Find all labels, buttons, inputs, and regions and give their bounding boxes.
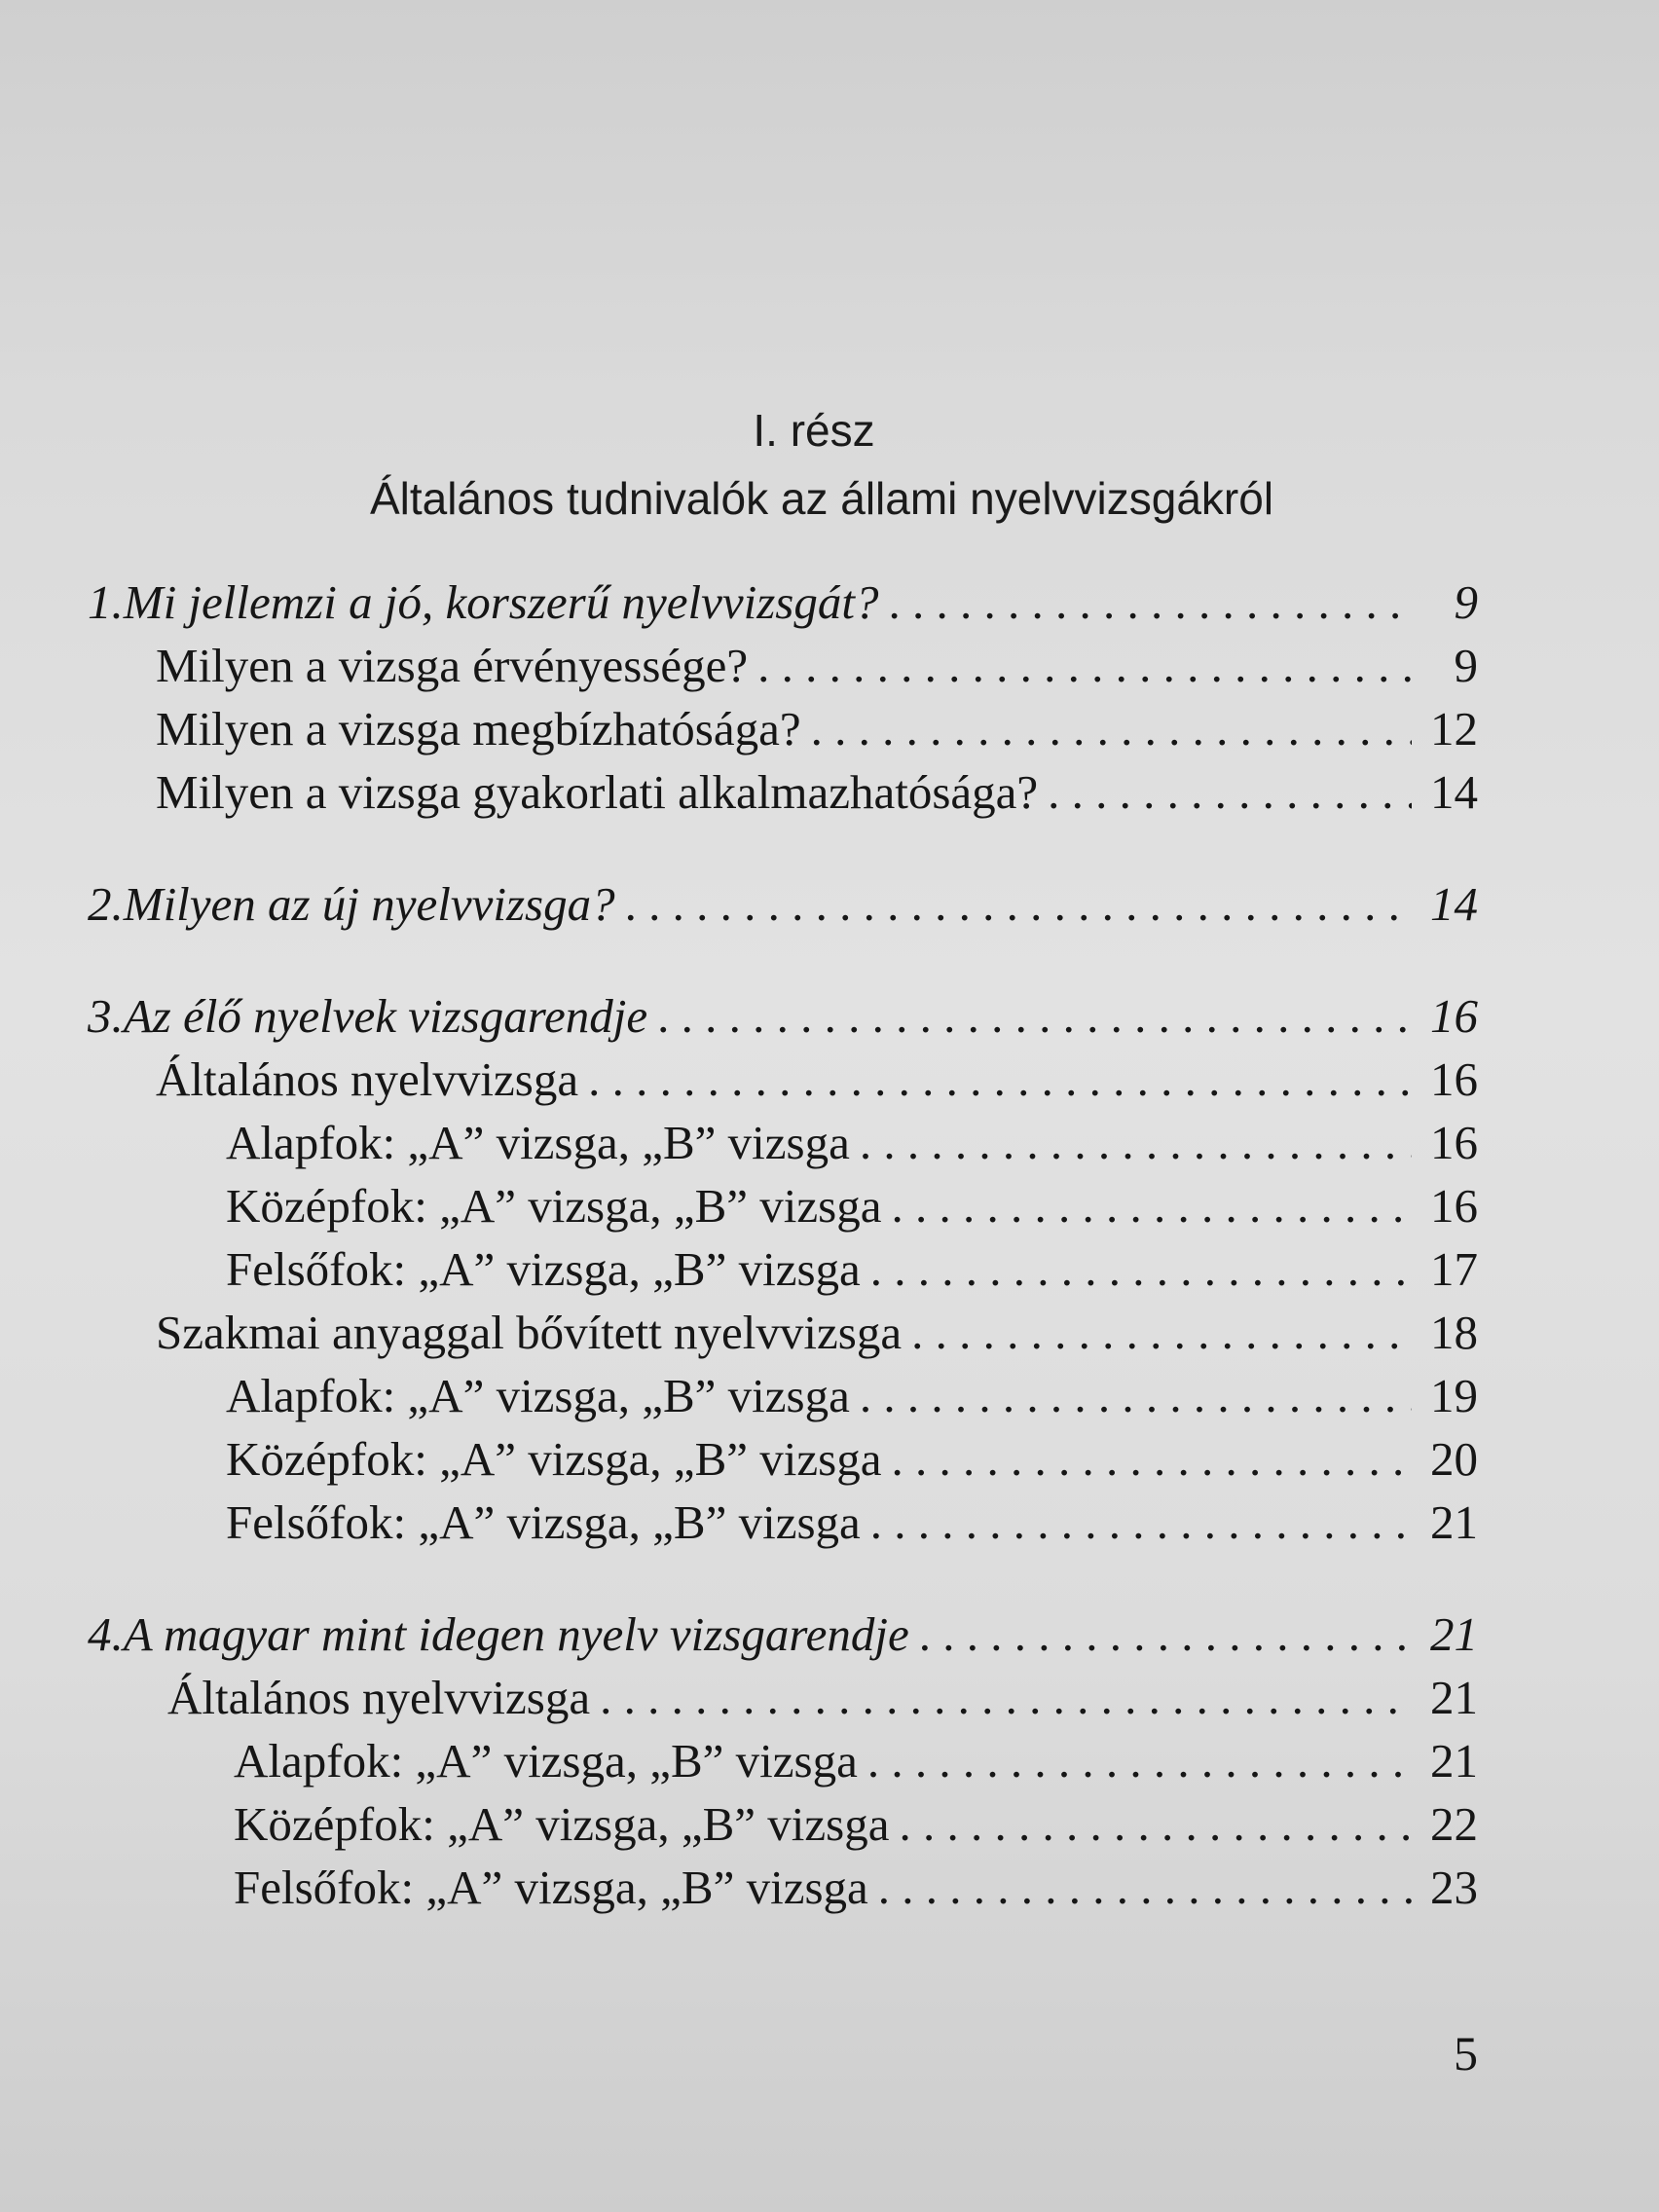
toc-chapter-entry [88,876,1478,932]
toc-page-number: 14 [1430,877,1478,931]
dot-leader [600,1670,1412,1725]
toc-entry-title: Szakmai anyaggal bővített nyelvvizsga [156,1306,903,1359]
toc-section-entry [234,1733,1478,1788]
dot-leader [867,1733,1412,1788]
dot-leader [911,1305,1412,1360]
toc-page-number: 14 [1430,765,1478,819]
dot-leader [860,1115,1412,1170]
toc-entry-title: Mi jellemzi a jó, korszerű nyelvvizsgát? [123,575,879,629]
part-title: Általános tudnivalók az állami nyelvvizsgákról [369,473,1274,524]
dot-leader [870,1494,1412,1550]
toc-section-entry [167,1670,1478,1725]
toc-section-entry [234,1860,1478,1915]
dot-leader [892,1431,1413,1487]
dot-leader [657,988,1412,1044]
dot-leader [811,701,1412,756]
dot-leader [860,1368,1412,1423]
dot-leader [900,1796,1413,1852]
chapter-number: 1. [88,575,124,629]
toc-entry-title: Milyen az új nyelvvizsga? [123,877,615,931]
toc-section-entry [226,1368,1478,1423]
part-label: I. rész [753,405,875,456]
toc-section-entry [156,638,1478,693]
toc-entry-title: Felsőfok: „A” vizsga, „B” vizsga [226,1242,861,1296]
toc-entry-title: Általános nyelvvizsga [167,1671,591,1724]
dot-leader [1048,764,1412,820]
toc-page-number: 16 [1430,989,1478,1043]
dot-leader [888,574,1412,630]
toc-page-number: 22 [1430,1797,1478,1851]
toc-section-entry [156,1305,1478,1360]
toc-entry-title: Alapfok: „A” vizsga, „B” vizsga [226,1369,850,1422]
toc-page-number: 21 [1430,1671,1478,1724]
toc-section-entry [226,1431,1478,1487]
toc-page-number: 12 [1430,702,1478,756]
toc-entry-title: Alapfok: „A” vizsga, „B” vizsga [226,1116,850,1169]
dot-leader [625,876,1412,932]
toc-section-entry [226,1178,1478,1234]
toc-section-entry [156,764,1478,820]
toc-page-number: 9 [1454,639,1478,692]
toc-section-entry [156,1051,1478,1107]
toc-entry-title: Általános nyelvvizsga [156,1052,579,1106]
toc-page-number: 18 [1430,1306,1478,1359]
toc-entry-title: Az élő nyelvek vizsgarendje [123,989,648,1043]
chapter-number: 2. [88,877,124,931]
toc-chapter-entry [88,988,1478,1044]
toc-page-number: 21 [1430,1734,1478,1788]
toc-page-number: 20 [1430,1432,1478,1486]
toc-section-entry [234,1796,1478,1852]
toc-entry-title: Milyen a vizsga megbízhatósága? [156,702,801,756]
toc-page-number: 23 [1430,1861,1478,1914]
toc-chapter-entry [88,1606,1478,1662]
toc-section-entry [226,1494,1478,1550]
toc-section-entry [226,1115,1478,1170]
dot-leader [870,1241,1412,1297]
toc-page-number: 16 [1430,1179,1478,1233]
toc-page-number: 21 [1430,1495,1478,1549]
toc-entry-title: A magyar mint idegen nyelv vizsgarendje [123,1607,909,1661]
dot-leader [878,1860,1412,1915]
page-number: 5 [1454,2026,1478,2081]
chapter-number: 3. [88,989,124,1043]
dot-leader [919,1606,1412,1662]
toc-page-number: 9 [1454,575,1478,629]
toc-entry-title: Középfok: „A” vizsga, „B” vizsga [234,1797,890,1851]
toc-entry-title: Alapfok: „A” vizsga, „B” vizsga [234,1734,858,1788]
toc-entry-title: Felsőfok: „A” vizsga, „B” vizsga [234,1861,868,1914]
dot-leader [757,638,1412,693]
toc-entry-title: Milyen a vizsga érvényessége? [156,639,749,692]
toc-entry-title: Középfok: „A” vizsga, „B” vizsga [226,1179,882,1233]
toc-section-entry [226,1241,1478,1297]
toc-entry-title: Felsőfok: „A” vizsga, „B” vizsga [226,1495,861,1549]
toc-entry-title: Középfok: „A” vizsga, „B” vizsga [226,1432,882,1486]
toc-chapter-entry [88,574,1478,630]
toc-section-entry [156,701,1478,756]
toc-page-number: 17 [1430,1242,1478,1296]
toc-page-number: 19 [1430,1369,1478,1422]
chapter-number: 4. [88,1607,124,1661]
toc-page-number: 16 [1430,1052,1478,1106]
toc-entry-title: Milyen a vizsga gyakorlati alkalmazhatósága? [156,765,1039,819]
toc-page-number: 16 [1430,1116,1478,1169]
dot-leader [892,1178,1413,1234]
toc-page-number: 21 [1430,1607,1478,1661]
dot-leader [588,1051,1412,1107]
